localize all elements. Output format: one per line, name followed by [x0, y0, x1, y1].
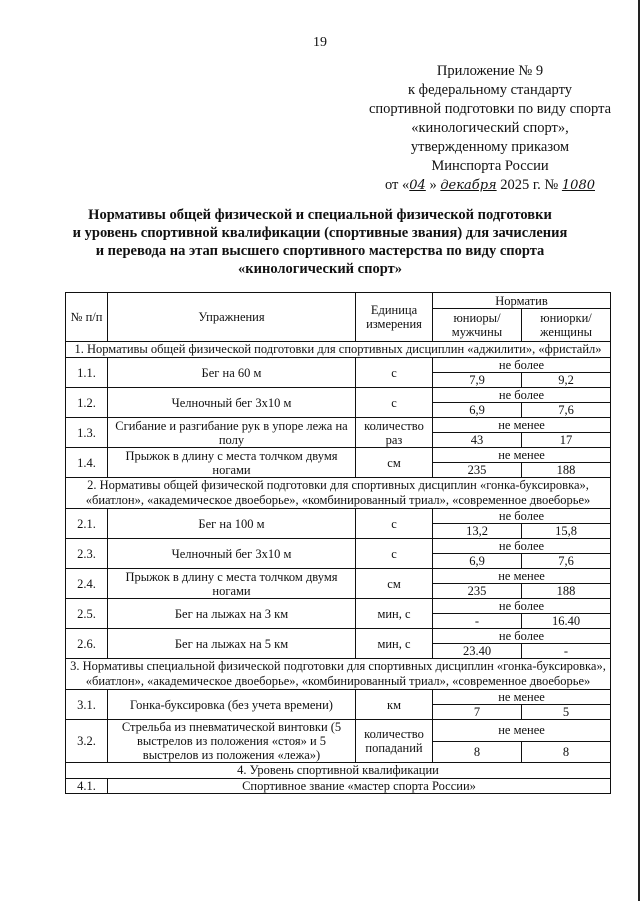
row-exercise: Челночный бег 3х10 м — [108, 388, 356, 418]
order-number: 1080 — [561, 178, 595, 193]
header-exercise: Упражнения — [108, 293, 356, 342]
row-women-value: - — [522, 644, 611, 659]
row-num: 1.2. — [66, 388, 108, 418]
row-women-value: 9,2 — [522, 373, 611, 388]
row-men-value: 235 — [433, 463, 522, 478]
row-qualifier: не менее — [433, 448, 611, 463]
row-qualifier: не менее — [433, 569, 611, 584]
row-men-value: 6,9 — [433, 403, 522, 418]
annex-line: утвержденному приказом — [410, 139, 570, 155]
date-year: 2025 г. № — [500, 177, 559, 193]
section-title: 2. Нормативы общей физической подготовки для спортивных дисциплин «гонка-буксировка», «биатлон», «академическое двоеборье», «комбинированный триал», «современное двоеборье» — [66, 478, 611, 509]
page-number: 19 — [313, 35, 327, 50]
row-women-value: 7,6 — [522, 554, 611, 569]
date-mid: » — [429, 177, 437, 193]
table-row — [66, 690, 611, 705]
row-unit: км — [356, 690, 433, 720]
row-num: 1.1. — [66, 358, 108, 388]
document-title — [40, 206, 600, 278]
row-exercise: Бег на 60 м — [108, 358, 356, 388]
row-unit: мин, с — [356, 599, 433, 629]
row-unit: с — [356, 539, 433, 569]
row-num: 1.4. — [66, 448, 108, 478]
table-row — [66, 418, 611, 433]
row-men-value: 7 — [433, 705, 522, 720]
standards-table — [65, 292, 611, 794]
row-unit: мин, с — [356, 629, 433, 659]
row-qualifier: не более — [433, 599, 611, 614]
row-women-value: 7,6 — [522, 403, 611, 418]
section-title: 4. Уровень спортивной квалификации — [66, 763, 611, 779]
table-row — [66, 448, 611, 463]
row-num: 2.4. — [66, 569, 108, 599]
annex-line: Минспорта России — [431, 158, 549, 174]
title-line: «кинологический спорт» — [238, 261, 402, 277]
table-row — [66, 509, 611, 524]
table-row — [66, 599, 611, 614]
row-exercise: Бег на лыжах на 5 км — [108, 629, 356, 659]
date-day: 04 — [409, 178, 426, 193]
section-row — [66, 763, 611, 779]
row-qualifier: не менее — [433, 690, 611, 705]
row-qualifier: не более — [433, 388, 611, 403]
row-men-value: 6,9 — [433, 554, 522, 569]
annex-date — [340, 176, 640, 195]
row-men-value: 23.40 — [433, 644, 522, 659]
row-num: 1.3. — [66, 418, 108, 448]
header-men: юниоры/ мужчины — [433, 309, 522, 342]
row-num: 2.6. — [66, 629, 108, 659]
annex-line: к федеральному стандарту — [408, 82, 572, 98]
row-qualifier: не менее — [433, 720, 611, 742]
row-qualifier: не более — [433, 539, 611, 554]
row-qualifier: не более — [433, 358, 611, 373]
header-unit: Единица измерения — [356, 293, 433, 342]
row-num: 2.1. — [66, 509, 108, 539]
annex-line: спортивной подготовки по виду спорта — [368, 101, 612, 117]
row-women-value: 188 — [522, 584, 611, 599]
row-men-value: 7,9 — [433, 373, 522, 388]
row-men-value: 235 — [433, 584, 522, 599]
row-num: 2.3. — [66, 539, 108, 569]
header-num: № п/п — [66, 293, 108, 342]
row-exercise: Стрельба из пневматической винтовки (5 выстрелов из положения «стоя» и 5 выстрелов из положения «лежа») — [108, 720, 356, 763]
row-men-value: 13,2 — [433, 524, 522, 539]
table-row — [66, 720, 611, 742]
row-qualifier: не более — [433, 509, 611, 524]
annex-block — [340, 62, 640, 195]
row-qualifier: не более — [433, 629, 611, 644]
row-num: 3.1. — [66, 690, 108, 720]
title-line: и перевода на этап высшего спортивного мастерства по виду спорта — [95, 243, 545, 259]
row-exercise: Сгибание и разгибание рук в упоре лежа на полу — [108, 418, 356, 448]
section-row — [66, 342, 611, 358]
row-men-value: 8 — [433, 741, 522, 763]
row-unit: количество попаданий — [356, 720, 433, 763]
row-qualifier: не менее — [433, 418, 611, 433]
row-exercise: Гонка-буксировка (без учета времени) — [108, 690, 356, 720]
table-row — [66, 569, 611, 584]
row-unit: с — [356, 388, 433, 418]
row-women-value: 16.40 — [522, 614, 611, 629]
row-exercise: Прыжок в длину с места толчком двумя ногами — [108, 569, 356, 599]
row-women-value: 17 — [522, 433, 611, 448]
row-women-value: 8 — [522, 741, 611, 763]
row-num: 3.2. — [66, 720, 108, 763]
row-exercise: Челночный бег 3х10 м — [108, 539, 356, 569]
date-month: декабря — [440, 178, 497, 193]
annex-line: Приложение № 9 — [436, 63, 544, 79]
row-men-value: - — [433, 614, 522, 629]
row-unit: с — [356, 509, 433, 539]
table-row — [66, 539, 611, 554]
section-row — [66, 478, 611, 509]
section-title: 3. Нормативы специальной физической подготовки для спортивных дисциплин «гонка-буксировка», «биатлон», «академическое двоеборье», «комбинированный триал», «современное двоеборье» — [66, 659, 611, 690]
row-num: 2.5. — [66, 599, 108, 629]
row-women-value: 5 — [522, 705, 611, 720]
header-norm: Норматив — [433, 293, 611, 309]
row-exercise: Бег на 100 м — [108, 509, 356, 539]
row-women-value: 15,8 — [522, 524, 611, 539]
header-women: юниорки/ женщины — [522, 309, 611, 342]
table-row — [66, 779, 611, 794]
table-row — [66, 629, 611, 644]
title-line: Нормативы общей физической и специальной физической подготовки — [88, 207, 552, 223]
row-num: 4.1. — [66, 779, 108, 794]
row-women-value: 188 — [522, 463, 611, 478]
annex-line: «кинологический спорт», — [411, 120, 569, 136]
row-exercise: Спортивное звание «мастер спорта России» — [108, 779, 611, 794]
row-unit: см — [356, 569, 433, 599]
section-row — [66, 659, 611, 690]
row-men-value: 43 — [433, 433, 522, 448]
row-unit: см — [356, 448, 433, 478]
title-line: и уровень спортивной квалификации (спортивные звания) для зачисления — [72, 225, 568, 241]
section-title: 1. Нормативы общей физической подготовки для спортивных дисциплин «аджилити», «фристайл» — [66, 342, 611, 358]
row-exercise: Бег на лыжах на 3 км — [108, 599, 356, 629]
table-row — [66, 358, 611, 373]
row-unit: количество раз — [356, 418, 433, 448]
table-row — [66, 388, 611, 403]
row-exercise: Прыжок в длину с места толчком двумя ногами — [108, 448, 356, 478]
date-prefix: от « — [384, 177, 410, 193]
row-unit: с — [356, 358, 433, 388]
